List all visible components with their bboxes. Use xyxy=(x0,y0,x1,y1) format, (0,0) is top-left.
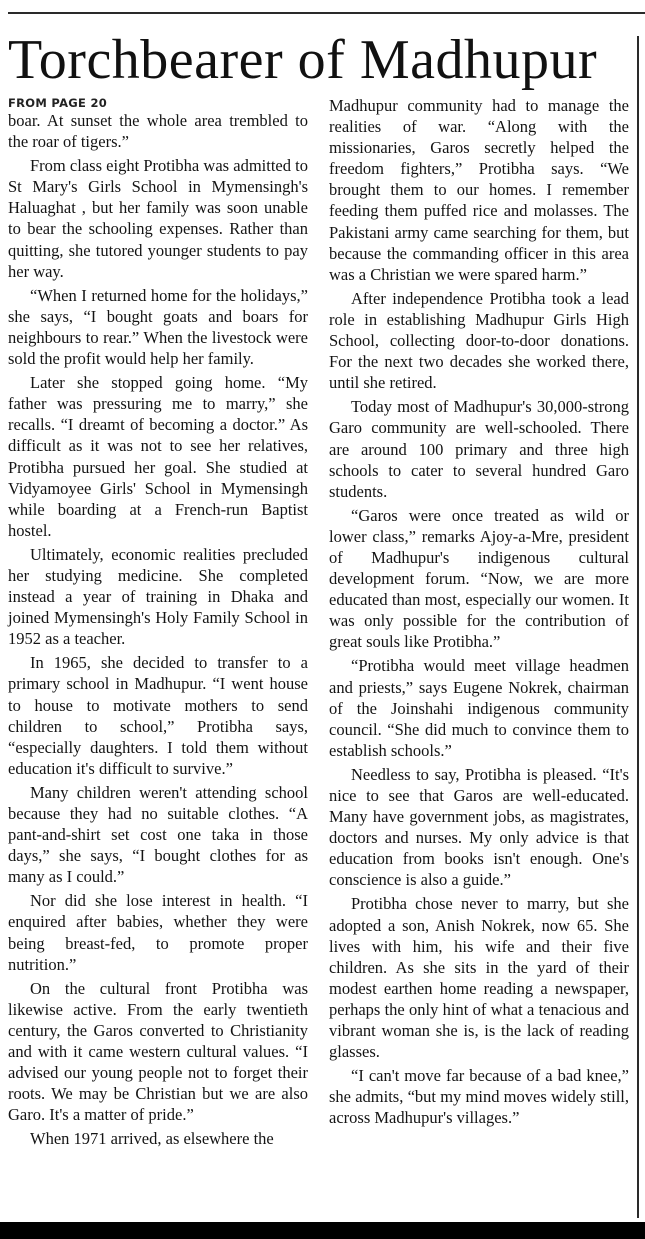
paragraph: Nor did she lose interest in health. “I enquired after babies, whether they were being breast-fed, to promote proper nutrition.” xyxy=(8,891,308,974)
paragraph: boar. At sunset the whole area trembled to the roar of tigers.” xyxy=(8,111,308,152)
paragraph: “Garos were once treated as wild or lower class,” remarks Ajoy-a-Mre, president of Madhupur's indigenous cultural development forum. “Now, we are more educated than most, especially our women. It was only possible for the contribution of great souls like Protibha.” xyxy=(329,505,629,652)
paragraph: When 1971 arrived, as elsewhere the xyxy=(30,1129,274,1149)
left-column xyxy=(8,93,308,1153)
paragraph: Ultimately, economic realities precluded her studying medicine. She completed instead a year of training in Dhaka and joined Mymensingh's Holy Family School in 1952 as a teacher. xyxy=(8,544,308,649)
paragraph: From class eight Protibha was admitted to St Mary's Girls School in Mymensingh's Haluaghat , but her family was soon unable to bear the schooling expenses. Rather than quitting, she tutored younger students to pay her way. xyxy=(8,156,308,281)
headline: Torchbearer of Madhupur xyxy=(8,29,598,91)
paragraph: “I can't move far because of a bad knee,” she admits, “but my mind moves widely still, across Madhupur's villages.” xyxy=(329,1066,629,1128)
bottom-border xyxy=(0,1222,645,1239)
paragraph: Madhupur community had to manage the realities of war. “Along with the missionaries, Garos secretly helped the freedom fighters,” Protibha says. “We brought them to our homes. I remember feeding them puffed rice and molasses. The Pakistani army came searching for them, but because the commanding officer in this area was a Christian we were spared harm.” xyxy=(329,96,629,284)
right-column xyxy=(329,95,629,1132)
paragraph: In 1965, she decided to transfer to a primary school in Madhupur. “I went house to house to motivate mothers to send children to school,” Protibha says, “especially daughters. I told them without education it's difficult to survive.” xyxy=(8,653,308,778)
paragraph: Many children weren't attending school because they had no suitable clothes. “A pant-and-shirt set cost one taka in those days,” she says, “I bought clothes for as many as I could.” xyxy=(8,782,308,887)
paragraph: On the cultural front Protibha was likewise active. From the early twentieth century, the Garos converted to Christianity and with it came western cultural values. “I advised our young people not to forget their roots. We may be Christian but we are also Garo. It's a matter of pride.” xyxy=(8,978,308,1125)
jump-label: FROM PAGE 20 xyxy=(8,96,108,110)
paragraph: “When I returned home for the holidays,” she says, “I bought goats and boars for neighbours to rear.” When the livestock were sold the profit would help her family. xyxy=(8,285,308,369)
paragraph: After independence Protibha took a lead role in establishing Madhupur Girls High School, collecting door-to-door donations. For the next two decades she worked there, until she retired. xyxy=(329,288,629,393)
paragraph: Later she stopped going home. “My father was pressuring me to marry,” she recalls. “I dreamt of becoming a doctor.” As difficult as it was not to see her relatives, Protibha pursued her goal. She studied at Vidyamoyee Girls' School in Mymensingh while boarding at a French-run Baptist hostel. xyxy=(8,373,308,540)
right-column-rule xyxy=(637,36,639,1218)
paragraph: Needless to say, Protibha is pleased. “It's nice to see that Garos are well-educated. Many have government jobs, as magistrates, doctors and nurses. My only advice is that education from books isn't enough. One's conscience is also a guide.” xyxy=(329,764,629,890)
paragraph: Protibha chose never to marry, but she adopted a son, Anish Nokrek, now 65. She lives with him, his wife and their five children. As she sits in the yard of their modest earthen home reading a newspaper, perhaps the only hint of what a tenacious and vibrant woman she is, is the lack of reading glasses. xyxy=(329,894,629,1062)
paragraph: “Protibha would meet village headmen and priests,” says Eugene Nokrek, chairman of the Joinshahi indigenous community council. “She did much to convince them to establish schools.” xyxy=(329,656,629,760)
top-rule xyxy=(8,12,645,14)
paragraph: Today most of Madhupur's 30,000-strong Garo community are well-schooled. There are around 100 primary and three high schools to cater to several hundred Garo students. xyxy=(329,397,629,501)
